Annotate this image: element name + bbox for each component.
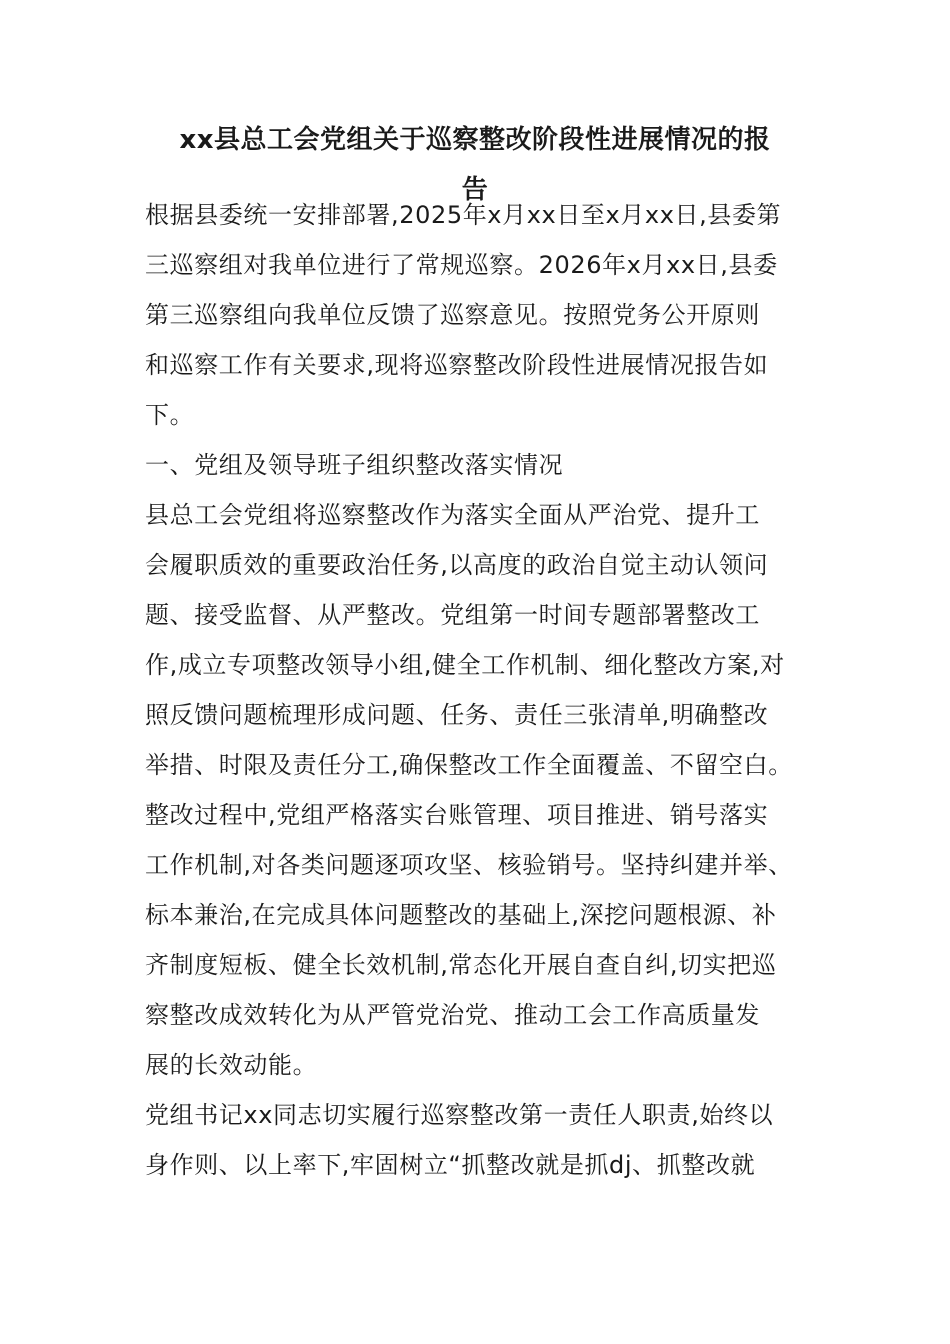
paragraph-line: 察整改成效转化为从严管党治党、推动工会工作高质量发 <box>145 1001 760 1029</box>
paragraph-line: 党组书记xx同志切实履行巡察整改第一责任人职责,始终以 <box>145 1101 774 1129</box>
paragraph-line: 根据县委统一安排部署,2025年x月xx日至x月xx日,县委第 <box>145 201 782 229</box>
paragraph-line: 作,成立专项整改领导小组,健全工作机制、细化整改方案,对 <box>145 651 785 679</box>
paragraph-line: 题、接受监督、从严整改。党组第一时间专题部署整改工 <box>145 601 760 629</box>
paragraph-line: 会履职质效的重要政治任务,以高度的政治自觉主动认领问 <box>145 551 769 579</box>
paragraph-line: 工作机制,对各类问题逐项攻坚、核验销号。坚持纠建并举、 <box>145 851 793 879</box>
paragraph-line: 展的长效动能。 <box>145 1051 318 1079</box>
document-title-line-2: 告 <box>461 175 489 205</box>
paragraph-line: 和巡察工作有关要求,现将巡察整改阶段性进展情况报告如 <box>145 351 769 379</box>
paragraph-line: 齐制度短板、健全长效机制,常态化开展自查自纠,切实把巡 <box>145 951 777 979</box>
paragraph-line: 三巡察组对我单位进行了常规巡察。2026年x月xx日,县委 <box>145 251 778 279</box>
paragraph-line: 举措、时限及责任分工,确保整改工作全面覆盖、不留空白。 <box>145 751 793 779</box>
paragraph-line: 县总工会党组将巡察整改作为落实全面从严治党、提升工 <box>145 501 760 529</box>
paragraph-line: 身作则、以上率下,牢固树立“抓整改就是抓dj、抓整改就 <box>145 1151 756 1179</box>
paragraph-line: 整改过程中,党组严格落实台账管理、项目推进、销号落实 <box>145 801 769 829</box>
paragraph-line: 标本兼治,在完成具体问题整改的基础上,深挖问题根源、补 <box>145 901 777 929</box>
section-heading: 一、党组及领导班子组织整改落实情况 <box>145 451 564 479</box>
paragraph-line: 第三巡察组向我单位反馈了巡察意见。按照党务公开原则 <box>145 301 760 329</box>
paragraph-line: 下。 <box>145 401 195 429</box>
document-title-line-1: xx县总工会党组关于巡察整改阶段性进展情况的报 <box>179 125 771 155</box>
paragraph-line: 照反馈问题梳理形成问题、任务、责任三张清单,明确整改 <box>145 701 769 729</box>
